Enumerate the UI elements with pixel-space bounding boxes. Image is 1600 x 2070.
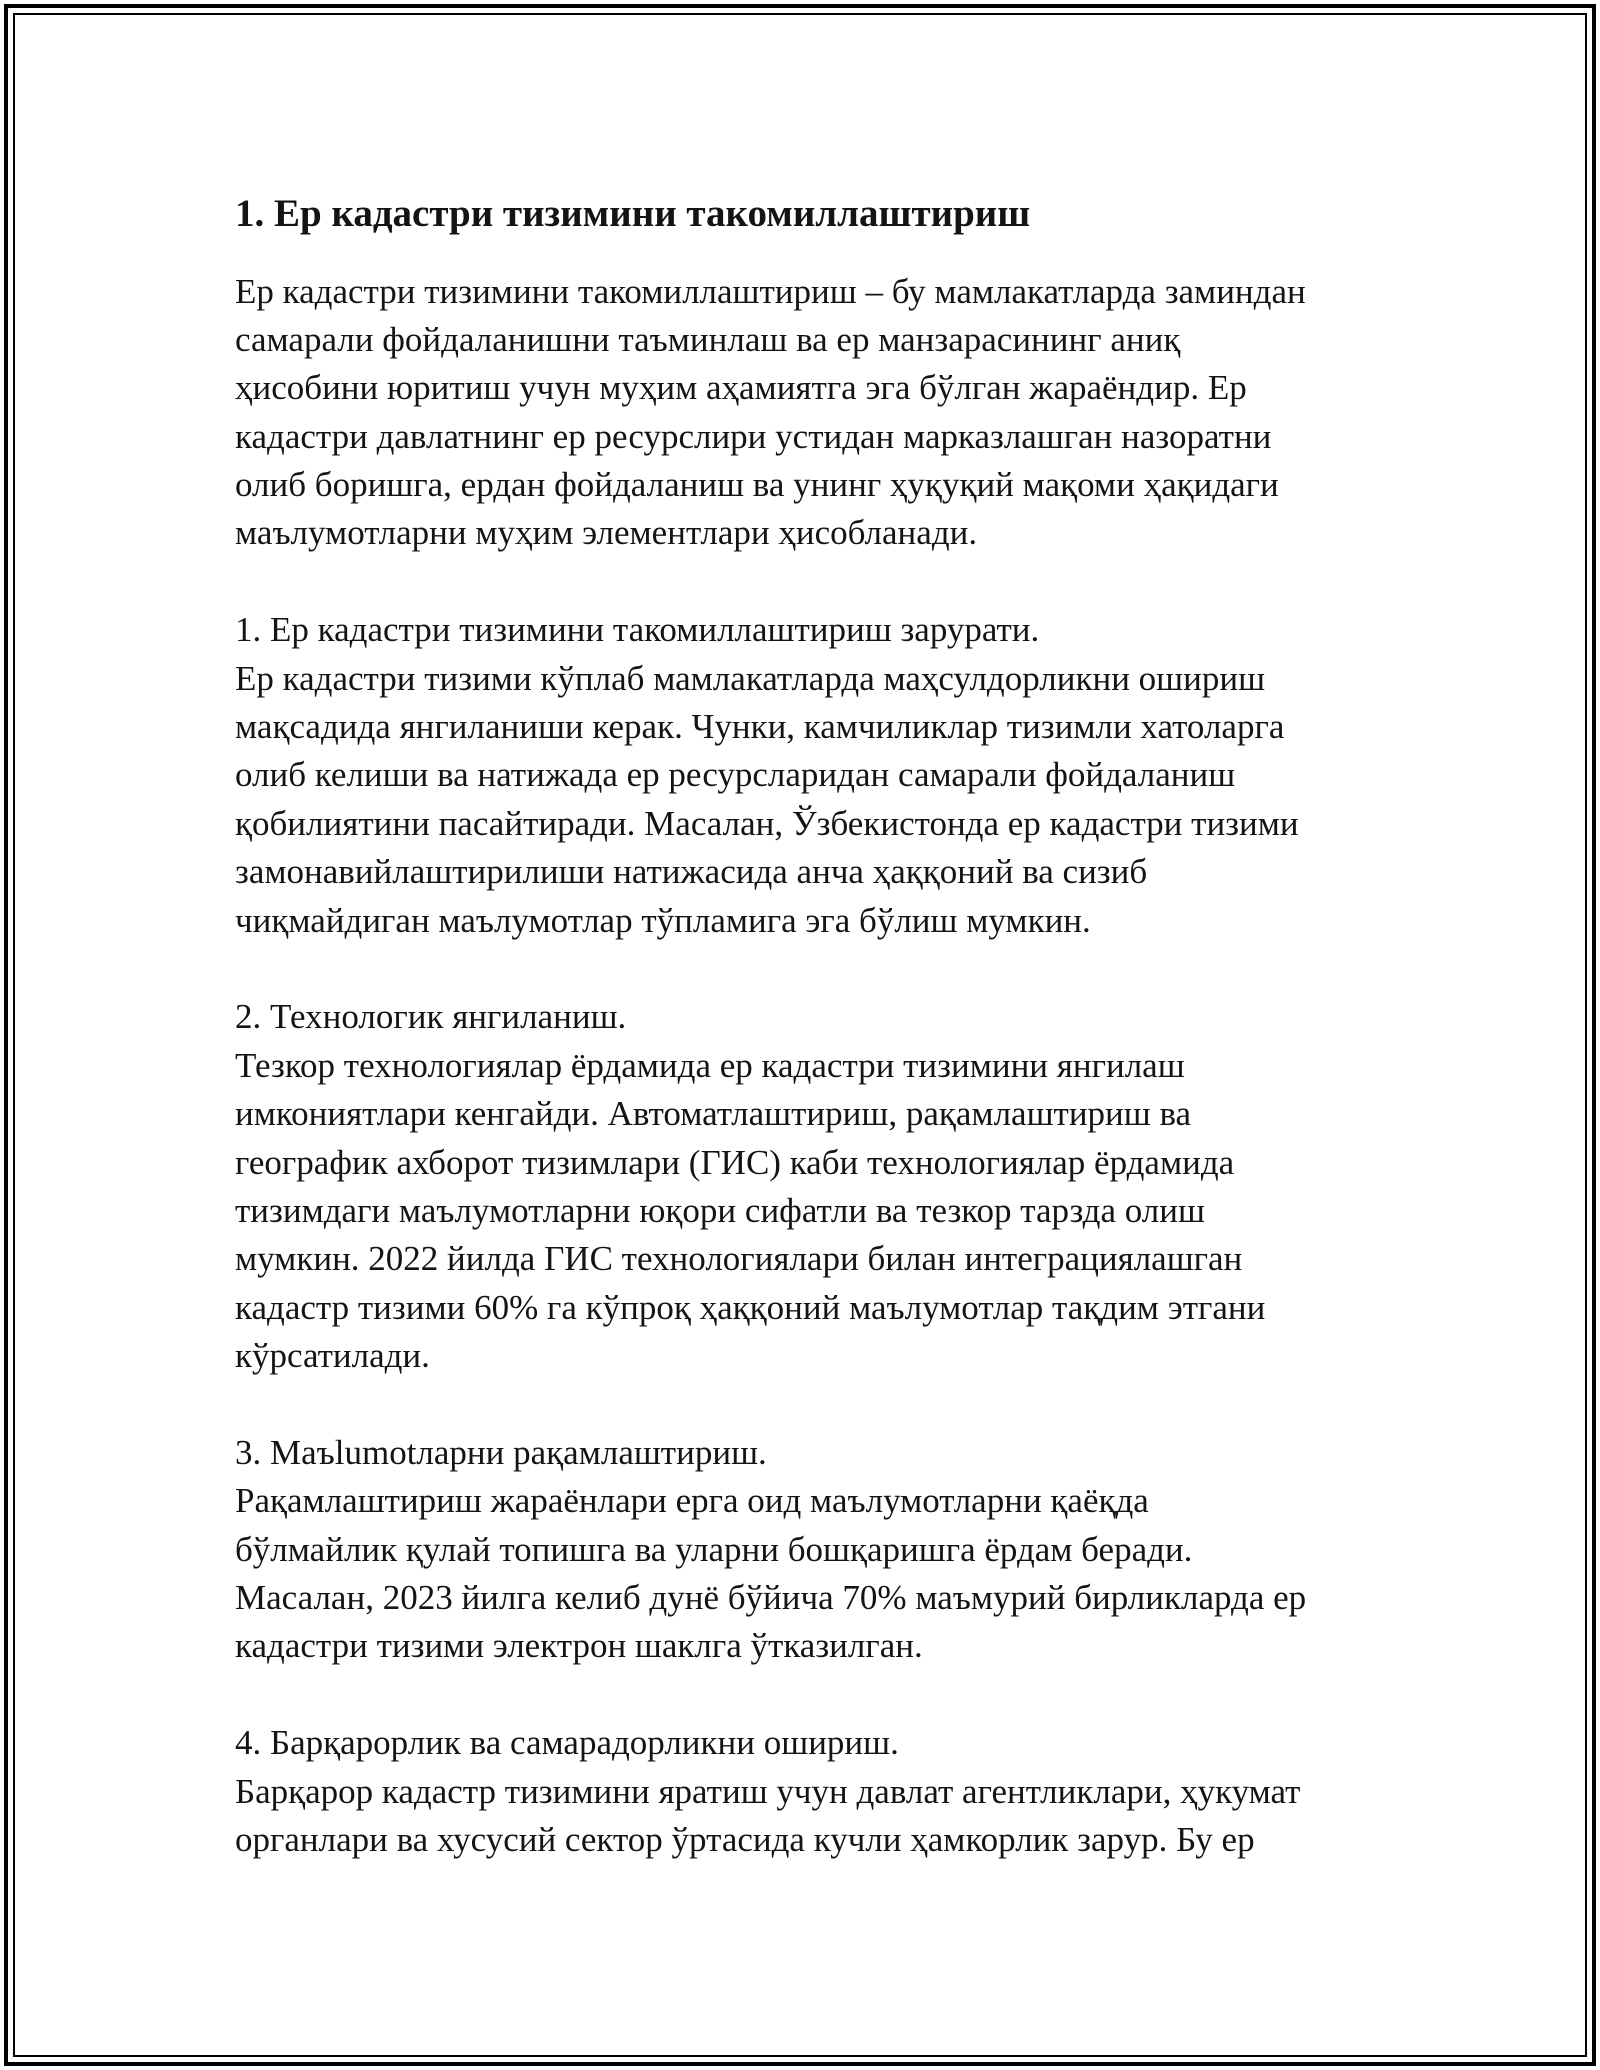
paragraph-line: географик ахборот тизимлари (ГИС) каби технологиялар ёрдамида bbox=[235, 1142, 1235, 1182]
document-body bbox=[235, 268, 1395, 1865]
section-3 bbox=[235, 1429, 1395, 1671]
paragraph-line: замонавийлаштирилиши натижасида анча ҳаққоний ва сизиб bbox=[235, 852, 1148, 892]
paragraph-line: Ер кадастри тизимини такомиллаштириш – бу мамлакатларда заминдан bbox=[235, 271, 1306, 311]
paragraph-line: кўрсатилади. bbox=[235, 1336, 430, 1376]
paragraph-line: қобилиятини пасайтиради. Масалан, Ўзбекистонда ер кадастри тизими bbox=[235, 803, 1299, 843]
paragraph-line: Масалан, 2023 йилга келиб дунё бўйича 70% маъмурий бирликларда ер bbox=[235, 1578, 1307, 1618]
intro-paragraph bbox=[235, 268, 1395, 558]
paragraph-line: олиб келиши ва натижада ер ресурсларидан самарали фойдаланиш bbox=[235, 755, 1236, 795]
paragraph-line: Рақамлаштириш жараёнлари ерга оид маълумотларни қаёқда bbox=[235, 1481, 1149, 1521]
paragraph-line: маълумотларни муҳим элементлари ҳисобланади. bbox=[235, 513, 978, 553]
paragraph-line: самарали фойдаланишни таъминлаш ва ер манзарасининг аниқ bbox=[235, 319, 1181, 359]
paragraph-line: олиб боришга, ердан фойдаланиш ва унинг ҳуқуқий мақоми ҳақидаги bbox=[235, 465, 1279, 505]
section-4 bbox=[235, 1719, 1395, 1864]
section-2 bbox=[235, 993, 1395, 1380]
section-1 bbox=[235, 606, 1395, 945]
section-heading: 3. Маъlumotларни рақамлаштириш. bbox=[235, 1432, 767, 1472]
section-heading: 4. Барқарорлик ва самарадорликни ошириш. bbox=[235, 1723, 899, 1763]
paragraph-line: имкониятлари кенгайди. Автоматлаштириш, рақамлаштириш ва bbox=[235, 1094, 1192, 1134]
paragraph-line: кадастри тизими электрон шаклга ўтказилган. bbox=[235, 1626, 923, 1666]
paragraph-line: мақсадида янгиланиши керак. Чунки, камчиликлар тизимли хатоларга bbox=[235, 707, 1285, 747]
page-title: 1. Ер кадастри тизимини такомиллаштириш bbox=[235, 192, 1031, 235]
paragraph-line: органлари ва хусусий сектор ўртасида кучли ҳамкорлик зарур. Бу ер bbox=[235, 1820, 1255, 1859]
paragraph-line: кадастри давлатнинг ер ресурслири устидан марказлашган назоратни bbox=[235, 416, 1272, 456]
document-content bbox=[235, 190, 1395, 1864]
paragraph-line: тизимдаги маълумотларни юқори сифатли ва тезкор тарзда олиш bbox=[235, 1190, 1205, 1230]
paragraph-line: бўлмайлик қулай топишга ва уларни бошқаришга ёрдам беради. bbox=[235, 1529, 1193, 1569]
paragraph-line: кадастр тизими 60% га кўпроқ ҳаққоний маълумотлар тақдим этгани bbox=[235, 1287, 1266, 1327]
paragraph-line: мумкин. 2022 йилда ГИС технологиялари билан интеграциялашган bbox=[235, 1239, 1243, 1279]
paragraph-line: чиқмайдиган маълумотлар тўпламига эга бўлиш мумкин. bbox=[235, 900, 1091, 940]
paragraph-line: Ер кадастри тизими кўплаб мамлакатларда маҳсулдорликни ошириш bbox=[235, 658, 1266, 698]
section-heading: 2. Технологик янгиланиш. bbox=[235, 997, 627, 1037]
paragraph-line: Барқарор кадастр тизимини яратиш учун давлат агентликлари, ҳукумат bbox=[235, 1771, 1301, 1811]
paragraph-line: Тезкор технологиялар ёрдамида ер кадастри тизимини янгилаш bbox=[235, 1045, 1185, 1085]
paragraph-line: ҳисобини юритиш учун муҳим аҳамиятга эга бўлган жараёндир. Ер bbox=[235, 368, 1247, 408]
section-heading: 1. Ер кадастри тизимини такомиллаштириш зарурати. bbox=[235, 610, 1040, 650]
